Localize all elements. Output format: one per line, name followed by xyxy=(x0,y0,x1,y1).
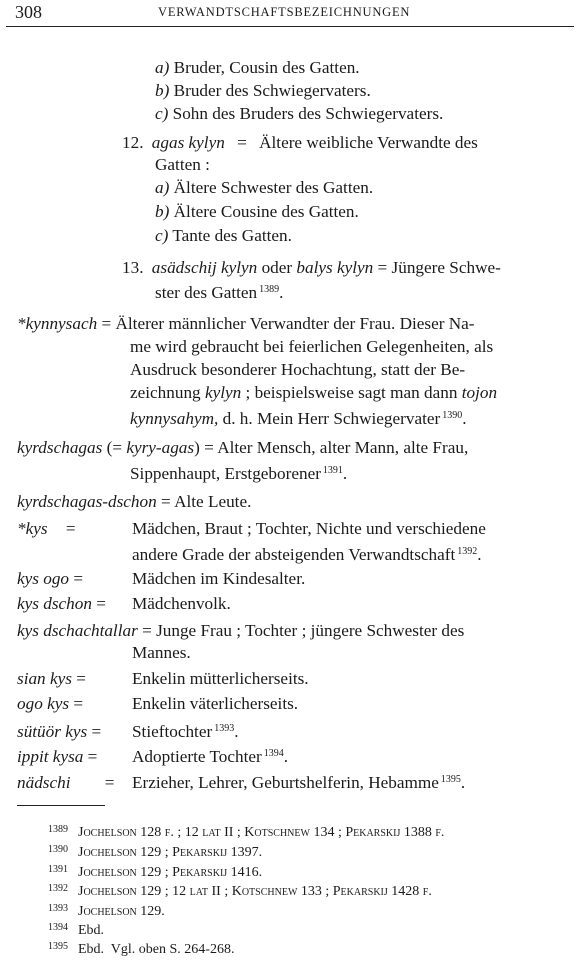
sub-item: b) Bruder des Schwiegervaters. xyxy=(155,81,371,100)
entry-ogo-kys: ogo kys = Enkelin väterlicherseits. xyxy=(17,694,299,713)
footnote-ref: 1394 xyxy=(263,748,284,759)
footnote-rule xyxy=(17,805,105,806)
footnote-ref: 1392 xyxy=(457,546,478,557)
page-header xyxy=(0,0,580,30)
entry-line: zeichnung kylyn ; beispielsweise sagt man dann tojon xyxy=(130,383,498,402)
sub-item: a) Ältere Schwester des Gatten. xyxy=(155,178,374,197)
footnote: 1391 Jochelson 129 ; Pekarskij 1416. xyxy=(48,864,263,880)
entry-kyrdschagas-dschon: kyrdschagas-dschon = Alte Leute. xyxy=(17,492,252,511)
entry-nadschi: nädschi = Erzieher, Lehrer, Geburtshelferin, Hebamme $^{1395}$. xyxy=(17,773,466,792)
footnote: 1394 Ebd. xyxy=(48,922,105,938)
header-rule xyxy=(6,26,574,27)
footnote: 1393 Jochelson 129. xyxy=(48,903,165,919)
footnote-ref: 1395 xyxy=(440,774,461,785)
footnote: 1389 Jochelson 128 f. ; 12 lat II ; Kotschnew 134 ; Pekarskij 1388 f. xyxy=(48,824,445,840)
entry-kys-ogo: kys ogo = Mädchen im Kindesalter. xyxy=(17,569,306,588)
entry-line: Ausdruck besonderer Hochachtung, statt der Be- xyxy=(130,360,466,379)
footnote-ref: 1391 xyxy=(322,465,343,476)
page-number: 308 xyxy=(15,2,42,22)
sub-item: a) Bruder, Cousin des Gatten. xyxy=(155,58,360,77)
footnote: 1392 Jochelson 129 ; 12 lat II ; Kotschnew 133 ; Pekarskij 1428 f. xyxy=(48,883,432,899)
item-12-line1: 12. agas kylyn = Ältere weibliche Verwandte des xyxy=(122,133,478,152)
entry-sian-kys: sian kys = Enkelin mütterlicherseits. xyxy=(17,669,309,688)
entry-line: me wird gebraucht bei feierlichen Gelegenheiten, als xyxy=(130,337,494,356)
footnote-ref: 1393 xyxy=(214,723,235,734)
footnote: 1395 Ebd. Vgl. oben S. 264-268. xyxy=(48,941,235,957)
running-head: VERWANDTSCHAFTSBEZEICHNUNGEN xyxy=(158,5,411,19)
footnote-ref: 1389 xyxy=(259,284,280,295)
sub-item: c) Tante des Gatten. xyxy=(155,226,292,245)
item-12-line2: Gatten : xyxy=(155,155,210,174)
entry-line: Sippenhaupt, Erstgeborener $^{1391}$. xyxy=(130,464,348,483)
sub-item: c) Sohn des Bruders des Schwiegervaters. xyxy=(155,104,444,123)
entry-kys-dschon: kys dschon = Mädchenvolk. xyxy=(17,594,231,613)
entry-ippit-kysa: ippit kysa = Adoptierte Tochter $^{1394}$. xyxy=(17,747,289,766)
item-13-line2: ster des Gatten $^{1389}$. xyxy=(155,283,284,302)
entry-kyrdschagas: kyrdschagas (= kyry-agas) = Alter Mensch, alter Mann, alte Frau, xyxy=(17,438,469,457)
footnote-ref: 1390 xyxy=(442,410,463,421)
entry-line: kynnysahym, d. h. Mein Herr Schwiegervater $^{1390}$. xyxy=(130,409,467,428)
entry-kys-dschachtallar: kys dschachtallar = Junge Frau ; Tochter ; jüngere Schwester des xyxy=(17,621,465,640)
entry-kynnysach: *kynnysach = Älterer männlicher Verwandter der Frau. Dieser Na- xyxy=(17,314,475,333)
entry-line: andere Grade der absteigenden Verwandtschaft $^{1392}$. xyxy=(132,545,482,564)
entry-line: Mannes. xyxy=(132,643,191,662)
entry-sutuor-kys: sütüör kys = Stieftochter $^{1393}$. xyxy=(17,722,239,741)
sub-item: b) Ältere Cousine des Gatten. xyxy=(155,202,359,221)
item-13-line1: 13. asädschij kylyn oder balys kylyn = Jüngere Schwe- xyxy=(122,258,501,277)
entry-kys: *kys = Mädchen, Braut ; Tochter, Nichte und verschiedene xyxy=(17,519,486,538)
footnote: 1390 Jochelson 129 ; Pekarskij 1397. xyxy=(48,844,263,860)
